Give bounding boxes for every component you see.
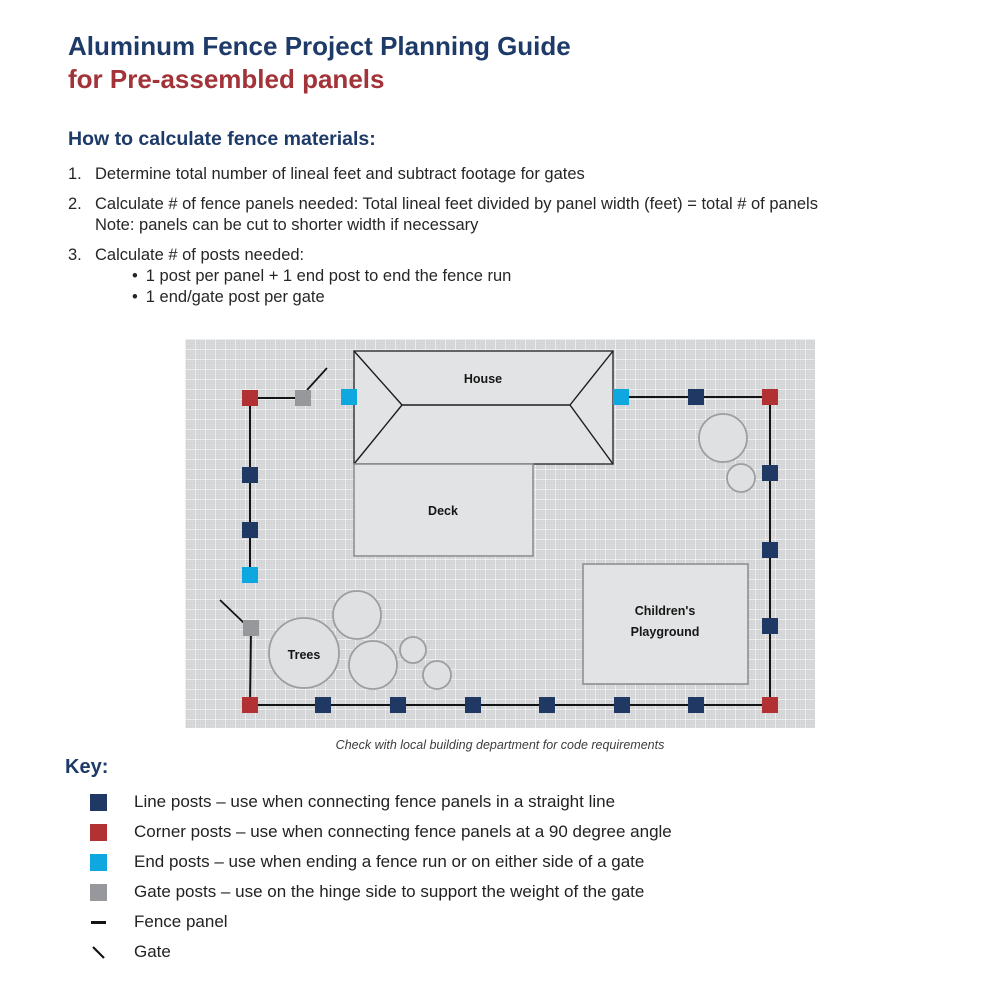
line-post [762, 618, 778, 634]
line-post [688, 389, 704, 405]
house-label: House [463, 372, 503, 386]
gate-post-swatch-icon [90, 884, 107, 901]
instructions-section [68, 128, 973, 317]
line-post [614, 697, 630, 713]
deck-label: Deck [428, 504, 458, 518]
end-post-swatch-icon [90, 854, 107, 871]
key-label: Fence panel [134, 912, 228, 931]
step-bullet-1 [95, 266, 973, 287]
page-title: Aluminum Fence Project Planning Guide [68, 31, 571, 61]
line-post [688, 697, 704, 713]
house-outline [354, 351, 613, 464]
deck-shape [354, 464, 533, 556]
step-text: Determine total number of lineal feet and subtract footage for gates [95, 165, 585, 183]
bullet-glyph: • [132, 288, 138, 306]
trees-shape [269, 591, 451, 689]
key-item-corner-posts [65, 823, 672, 841]
key-label: Corner posts – use when connecting fence panels at a 90 degree angle [134, 822, 672, 841]
instruction-step-1 [68, 164, 973, 185]
instruction-step-3 [68, 245, 973, 308]
bullet-text: 1 post per panel + 1 end post to end the fence run [145, 267, 512, 285]
house-shape [354, 351, 613, 464]
key-label: Gate posts – use on the hinge side to support the weight of the gate [134, 882, 645, 901]
key-label: End posts – use when ending a fence run or on either side of a gate [134, 852, 645, 871]
step-number: 3. [68, 246, 82, 264]
line-post [390, 697, 406, 713]
yard-plan-diagram [185, 339, 815, 728]
key-section [65, 756, 672, 973]
line-post [465, 697, 481, 713]
gate-line [307, 368, 327, 390]
gate-post [243, 620, 259, 636]
step-note: Note: panels can be cut to shorter width if necessary [95, 216, 479, 234]
tree-circle [349, 641, 397, 689]
corner-post [242, 390, 258, 406]
fence-panel-line [250, 628, 251, 705]
step-text-line: Calculate # of posts needed: [95, 246, 305, 264]
instructions-heading: How to calculate fence materials: [68, 128, 376, 150]
gates-group [220, 368, 327, 623]
line-post [242, 522, 258, 538]
playground-shape [583, 564, 748, 684]
gate-diagonal-glyph [90, 944, 107, 961]
key-item-end-posts [65, 853, 672, 871]
playground-label-line2: Playground [630, 625, 700, 639]
line-post [242, 467, 258, 483]
step-text [95, 245, 973, 308]
tree-circle [423, 661, 451, 689]
key-item-fence-panel [65, 913, 672, 931]
bush-circle [727, 464, 755, 492]
tree-circle [333, 591, 381, 639]
gate-line-swatch-icon [90, 944, 107, 961]
page-subtitle: for Pre-assembled panels [68, 64, 385, 94]
line-post [762, 465, 778, 481]
end-post [613, 389, 629, 405]
gate-post [295, 390, 311, 406]
yard-plan-svg [185, 339, 815, 728]
corner-post [762, 697, 778, 713]
trees-label: Trees [287, 648, 321, 662]
playground-label-line1: Children's [634, 604, 696, 618]
tree-circle [400, 637, 426, 663]
corner-post [242, 697, 258, 713]
corner-post-swatch-icon [90, 824, 107, 841]
corner-post [762, 389, 778, 405]
bush-circle [699, 414, 747, 462]
key-item-gate [65, 943, 672, 961]
bushes-shape [699, 414, 755, 492]
key-item-gate-posts [65, 883, 672, 901]
step-number: 1. [68, 165, 82, 183]
step-bullet-2 [95, 287, 973, 308]
bullet-glyph: • [132, 267, 138, 285]
bullet-text: 1 end/gate post per gate [145, 288, 325, 306]
line-post [315, 697, 331, 713]
end-post [341, 389, 357, 405]
line-post [539, 697, 555, 713]
key-item-line-posts [65, 793, 672, 811]
key-heading: Key: [65, 756, 109, 778]
playground-outline [583, 564, 748, 684]
gate-line [220, 600, 244, 623]
header [68, 30, 571, 96]
step-text-line: Calculate # of fence panels needed: Total lineal feet divided by panel width (feet) = total # of panels [95, 195, 818, 213]
diagram-caption: Check with local building department for code requirements [335, 738, 665, 752]
key-label: Gate [134, 942, 171, 961]
fence-panel-swatch-icon [90, 914, 107, 931]
step-text [95, 194, 973, 236]
line-post [762, 542, 778, 558]
end-post [242, 567, 258, 583]
instruction-step-2 [68, 194, 973, 236]
key-label: Line posts – use when connecting fence panels in a straight line [134, 792, 616, 811]
line-post-swatch-icon [90, 794, 107, 811]
step-number: 2. [68, 195, 82, 213]
